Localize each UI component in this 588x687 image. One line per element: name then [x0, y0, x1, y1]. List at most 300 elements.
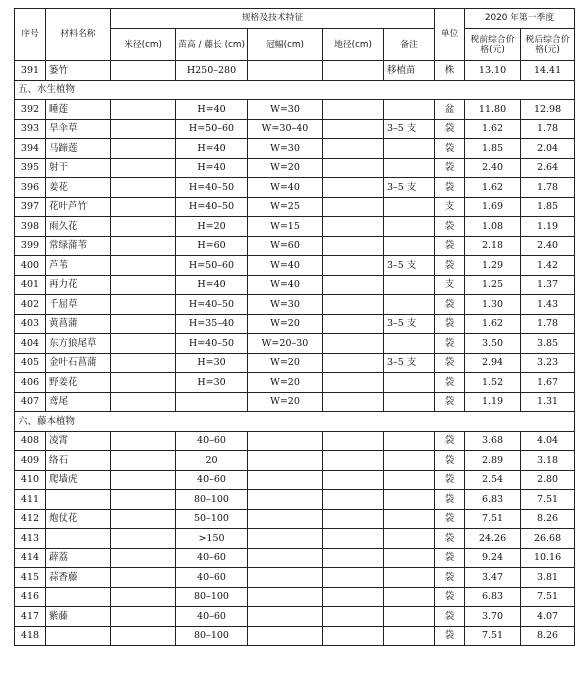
post-tax-price-cell: 1.31 — [521, 392, 575, 412]
seq-cell: 399 — [15, 236, 46, 256]
header-ground-diameter: 地径(cm) — [323, 29, 384, 61]
pre-tax-price-cell: 6.83 — [465, 490, 521, 510]
post-tax-price-cell: 8.26 — [521, 509, 575, 529]
height-cell — [176, 392, 248, 412]
table-row — [15, 353, 575, 373]
ground-diameter-cell — [323, 314, 384, 334]
table-row — [15, 61, 575, 81]
note-cell: 3–5 支 — [384, 119, 435, 139]
material-name-cell: 常绿蒲苇 — [46, 236, 111, 256]
height-cell: H=40–50 — [176, 295, 248, 315]
ground-diameter-cell — [323, 256, 384, 276]
seq-cell: 412 — [15, 509, 46, 529]
height-cell: 40–60 — [176, 470, 248, 490]
note-cell — [384, 139, 435, 159]
note-cell — [384, 431, 435, 451]
height-cell: H250–280 — [176, 61, 248, 81]
ground-diameter-cell — [323, 529, 384, 549]
crown-width-cell: W=20 — [248, 392, 323, 412]
post-tax-price-cell: 2.04 — [521, 139, 575, 159]
table-row — [15, 392, 575, 412]
material-name-cell: 再力花 — [46, 275, 111, 295]
note-cell — [384, 197, 435, 217]
seq-cell: 392 — [15, 100, 46, 120]
seq-cell: 406 — [15, 373, 46, 393]
note-cell — [384, 158, 435, 178]
ground-diameter-cell — [323, 509, 384, 529]
height-cell: H=50–60 — [176, 119, 248, 139]
material-name-cell: 芦苇 — [46, 256, 111, 276]
pre-tax-price-cell: 7.51 — [465, 509, 521, 529]
crown-width-cell — [248, 61, 323, 81]
seq-cell: 409 — [15, 451, 46, 471]
post-tax-price-cell: 12.98 — [521, 100, 575, 120]
material-name-cell: 野姜花 — [46, 373, 111, 393]
ground-diameter-cell — [323, 119, 384, 139]
table-row — [15, 451, 575, 471]
height-cell: H=50–60 — [176, 256, 248, 276]
ground-diameter-cell — [323, 470, 384, 490]
mi-diameter-cell — [111, 275, 176, 295]
height-cell: 50–100 — [176, 509, 248, 529]
mi-diameter-cell — [111, 158, 176, 178]
height-cell: H=40–50 — [176, 334, 248, 354]
seq-cell: 396 — [15, 178, 46, 198]
seq-cell: 404 — [15, 334, 46, 354]
note-cell — [384, 607, 435, 627]
unit-cell: 袋 — [435, 314, 465, 334]
header-mi-diameter: 米径(cm) — [111, 29, 176, 61]
unit-cell: 袋 — [435, 470, 465, 490]
post-tax-price-cell: 3.18 — [521, 451, 575, 471]
ground-diameter-cell — [323, 353, 384, 373]
material-name-cell: 雨久花 — [46, 217, 111, 237]
mi-diameter-cell — [111, 509, 176, 529]
mi-diameter-cell — [111, 236, 176, 256]
pre-tax-price-cell: 9.24 — [465, 548, 521, 568]
table-row — [15, 236, 575, 256]
height-cell: H=30 — [176, 353, 248, 373]
ground-diameter-cell — [323, 607, 384, 627]
crown-width-cell: W=40 — [248, 275, 323, 295]
height-cell: >150 — [176, 529, 248, 549]
seq-cell: 418 — [15, 626, 46, 646]
note-cell — [384, 548, 435, 568]
height-cell: 40–60 — [176, 548, 248, 568]
mi-diameter-cell — [111, 217, 176, 237]
ground-diameter-cell — [323, 626, 384, 646]
crown-width-cell: W=20 — [248, 373, 323, 393]
mi-diameter-cell — [111, 334, 176, 354]
table-row — [15, 373, 575, 393]
height-cell: H=35–40 — [176, 314, 248, 334]
material-price-table — [14, 8, 575, 646]
material-name-cell: 薜荔 — [46, 548, 111, 568]
pre-tax-price-cell: 1.52 — [465, 373, 521, 393]
ground-diameter-cell — [323, 178, 384, 198]
note-cell — [384, 529, 435, 549]
unit-cell: 支 — [435, 197, 465, 217]
ground-diameter-cell — [323, 334, 384, 354]
note-cell — [384, 470, 435, 490]
ground-diameter-cell — [323, 139, 384, 159]
seq-cell: 413 — [15, 529, 46, 549]
material-name-cell: 姜花 — [46, 178, 111, 198]
post-tax-price-cell: 7.51 — [521, 587, 575, 607]
ground-diameter-cell — [323, 158, 384, 178]
unit-cell: 袋 — [435, 334, 465, 354]
height-cell: H=20 — [176, 217, 248, 237]
mi-diameter-cell — [111, 197, 176, 217]
pre-tax-price-cell: 11.80 — [465, 100, 521, 120]
note-cell — [384, 236, 435, 256]
crown-width-cell — [248, 470, 323, 490]
mi-diameter-cell — [111, 139, 176, 159]
ground-diameter-cell — [323, 217, 384, 237]
unit-cell: 袋 — [435, 217, 465, 237]
pre-tax-price-cell: 2.54 — [465, 470, 521, 490]
material-name-cell — [46, 490, 111, 510]
material-name-cell: 旱伞草 — [46, 119, 111, 139]
crown-width-cell: W=40 — [248, 256, 323, 276]
note-cell: 移植苗 — [384, 61, 435, 81]
table-row — [15, 178, 575, 198]
mi-diameter-cell — [111, 607, 176, 627]
mi-diameter-cell — [111, 529, 176, 549]
table-row — [15, 314, 575, 334]
mi-diameter-cell — [111, 295, 176, 315]
height-cell: 40–60 — [176, 568, 248, 588]
material-name-cell: 凌霄 — [46, 431, 111, 451]
crown-width-cell: W=30 — [248, 139, 323, 159]
post-tax-price-cell: 1.85 — [521, 197, 575, 217]
crown-width-cell — [248, 509, 323, 529]
table-row — [15, 100, 575, 120]
height-cell: H=40 — [176, 158, 248, 178]
ground-diameter-cell — [323, 392, 384, 412]
ground-diameter-cell — [323, 197, 384, 217]
pre-tax-price-cell: 1.25 — [465, 275, 521, 295]
post-tax-price-cell: 1.67 — [521, 373, 575, 393]
unit-cell: 袋 — [435, 548, 465, 568]
ground-diameter-cell — [323, 295, 384, 315]
note-cell — [384, 295, 435, 315]
unit-cell: 袋 — [435, 451, 465, 471]
mi-diameter-cell — [111, 490, 176, 510]
seq-cell: 411 — [15, 490, 46, 510]
pre-tax-price-cell: 1.08 — [465, 217, 521, 237]
seq-cell: 414 — [15, 548, 46, 568]
header-crown-width: 冠幅(cm) — [248, 29, 323, 61]
unit-cell: 袋 — [435, 119, 465, 139]
crown-width-cell — [248, 431, 323, 451]
table-row — [15, 548, 575, 568]
section-heading: 五、水生植物 — [15, 80, 575, 100]
note-cell — [384, 100, 435, 120]
mi-diameter-cell — [111, 626, 176, 646]
unit-cell: 袋 — [435, 139, 465, 159]
height-cell: 40–60 — [176, 431, 248, 451]
ground-diameter-cell — [323, 373, 384, 393]
ground-diameter-cell — [323, 275, 384, 295]
seq-cell: 408 — [15, 431, 46, 451]
mi-diameter-cell — [111, 100, 176, 120]
material-name-cell: 黄菖蒲 — [46, 314, 111, 334]
table-row — [15, 490, 575, 510]
table-row — [15, 295, 575, 315]
seq-cell: 394 — [15, 139, 46, 159]
post-tax-price-cell: 1.19 — [521, 217, 575, 237]
section-row — [15, 80, 575, 100]
height-cell: H=40–50 — [176, 178, 248, 198]
crown-width-cell — [248, 529, 323, 549]
header-row-1 — [15, 9, 575, 29]
mi-diameter-cell — [111, 431, 176, 451]
unit-cell: 袋 — [435, 509, 465, 529]
crown-width-cell — [248, 548, 323, 568]
seq-cell: 401 — [15, 275, 46, 295]
header-pre-tax-price: 税前综合价格(元) — [465, 29, 521, 61]
material-name-cell: 篓竹 — [46, 61, 111, 81]
unit-cell: 袋 — [435, 568, 465, 588]
post-tax-price-cell: 4.07 — [521, 607, 575, 627]
ground-diameter-cell — [323, 431, 384, 451]
post-tax-price-cell: 2.64 — [521, 158, 575, 178]
table-row — [15, 256, 575, 276]
post-tax-price-cell: 2.80 — [521, 470, 575, 490]
header-period: 2020 年第一季度 — [465, 9, 575, 29]
table-row — [15, 587, 575, 607]
note-cell — [384, 275, 435, 295]
unit-cell: 袋 — [435, 353, 465, 373]
seq-cell: 402 — [15, 295, 46, 315]
material-name-cell: 络石 — [46, 451, 111, 471]
crown-width-cell: W=30 — [248, 100, 323, 120]
crown-width-cell: W=20 — [248, 353, 323, 373]
header-spec-group: 规格及技术特征 — [111, 9, 435, 29]
crown-width-cell — [248, 587, 323, 607]
pre-tax-price-cell: 2.40 — [465, 158, 521, 178]
ground-diameter-cell — [323, 568, 384, 588]
material-name-cell: 紫藤 — [46, 607, 111, 627]
seq-cell: 397 — [15, 197, 46, 217]
pre-tax-price-cell: 3.70 — [465, 607, 521, 627]
note-cell — [384, 568, 435, 588]
crown-width-cell: W=40 — [248, 178, 323, 198]
crown-width-cell: W=60 — [248, 236, 323, 256]
pre-tax-price-cell: 1.62 — [465, 178, 521, 198]
note-cell — [384, 587, 435, 607]
mi-diameter-cell — [111, 373, 176, 393]
note-cell — [384, 509, 435, 529]
post-tax-price-cell: 1.78 — [521, 314, 575, 334]
header-material-name: 材料名称 — [46, 9, 111, 61]
mi-diameter-cell — [111, 548, 176, 568]
material-name-cell: 马蹄莲 — [46, 139, 111, 159]
price-table-frame — [14, 8, 574, 646]
crown-width-cell — [248, 568, 323, 588]
post-tax-price-cell: 8.26 — [521, 626, 575, 646]
note-cell — [384, 334, 435, 354]
height-cell: 20 — [176, 451, 248, 471]
note-cell — [384, 373, 435, 393]
material-name-cell: 爬墙虎 — [46, 470, 111, 490]
pre-tax-price-cell: 2.89 — [465, 451, 521, 471]
pre-tax-price-cell: 6.83 — [465, 587, 521, 607]
height-cell: H=40 — [176, 139, 248, 159]
ground-diameter-cell — [323, 548, 384, 568]
unit-cell: 袋 — [435, 392, 465, 412]
mi-diameter-cell — [111, 470, 176, 490]
material-name-cell: 千屈草 — [46, 295, 111, 315]
ground-diameter-cell — [323, 236, 384, 256]
unit-cell: 袋 — [435, 587, 465, 607]
note-cell: 3–5 支 — [384, 353, 435, 373]
pre-tax-price-cell: 13.10 — [465, 61, 521, 81]
post-tax-price-cell: 2.40 — [521, 236, 575, 256]
note-cell: 3–5 支 — [384, 256, 435, 276]
height-cell: 80–100 — [176, 626, 248, 646]
seq-cell: 395 — [15, 158, 46, 178]
post-tax-price-cell: 14.41 — [521, 61, 575, 81]
crown-width-cell: W=25 — [248, 197, 323, 217]
material-name-cell: 东方狼尾草 — [46, 334, 111, 354]
unit-cell: 袋 — [435, 373, 465, 393]
post-tax-price-cell: 1.37 — [521, 275, 575, 295]
unit-cell: 盆 — [435, 100, 465, 120]
mi-diameter-cell — [111, 256, 176, 276]
pre-tax-price-cell: 2.94 — [465, 353, 521, 373]
material-name-cell: 金叶石菖蒲 — [46, 353, 111, 373]
seq-cell: 405 — [15, 353, 46, 373]
pre-tax-price-cell: 1.62 — [465, 314, 521, 334]
pre-tax-price-cell: 7.51 — [465, 626, 521, 646]
table-row — [15, 119, 575, 139]
height-cell: H=40 — [176, 275, 248, 295]
table-row — [15, 334, 575, 354]
table-row — [15, 568, 575, 588]
crown-width-cell — [248, 626, 323, 646]
seq-cell: 391 — [15, 61, 46, 81]
crown-width-cell: W=30 — [248, 295, 323, 315]
table-row — [15, 509, 575, 529]
pre-tax-price-cell: 3.47 — [465, 568, 521, 588]
section-row — [15, 412, 575, 432]
mi-diameter-cell — [111, 353, 176, 373]
mi-diameter-cell — [111, 178, 176, 198]
unit-cell: 袋 — [435, 607, 465, 627]
crown-width-cell: W=20–30 — [248, 334, 323, 354]
crown-width-cell: W=20 — [248, 314, 323, 334]
pre-tax-price-cell: 1.19 — [465, 392, 521, 412]
pre-tax-price-cell: 1.62 — [465, 119, 521, 139]
table-row — [15, 275, 575, 295]
note-cell — [384, 217, 435, 237]
height-cell: 80–100 — [176, 587, 248, 607]
unit-cell: 袋 — [435, 236, 465, 256]
mi-diameter-cell — [111, 119, 176, 139]
seq-cell: 407 — [15, 392, 46, 412]
header-post-tax-price: 税后综合价格(元) — [521, 29, 575, 61]
height-cell: 80–100 — [176, 490, 248, 510]
post-tax-price-cell: 10.16 — [521, 548, 575, 568]
header-seq: 序号 — [15, 9, 46, 61]
pre-tax-price-cell: 1.29 — [465, 256, 521, 276]
crown-width-cell — [248, 607, 323, 627]
material-name-cell: 炮仗花 — [46, 509, 111, 529]
mi-diameter-cell — [111, 61, 176, 81]
seq-cell: 403 — [15, 314, 46, 334]
note-cell: 3–5 支 — [384, 178, 435, 198]
pre-tax-price-cell: 1.69 — [465, 197, 521, 217]
seq-cell: 410 — [15, 470, 46, 490]
height-cell: H=30 — [176, 373, 248, 393]
unit-cell: 株 — [435, 61, 465, 81]
note-cell — [384, 490, 435, 510]
table-row — [15, 217, 575, 237]
height-cell: H=40 — [176, 100, 248, 120]
mi-diameter-cell — [111, 314, 176, 334]
table-row — [15, 158, 575, 178]
post-tax-price-cell: 1.43 — [521, 295, 575, 315]
unit-cell: 袋 — [435, 490, 465, 510]
header-note: 备注 — [384, 29, 435, 61]
post-tax-price-cell: 1.78 — [521, 178, 575, 198]
seq-cell: 417 — [15, 607, 46, 627]
post-tax-price-cell: 4.04 — [521, 431, 575, 451]
post-tax-price-cell: 7.51 — [521, 490, 575, 510]
table-row — [15, 626, 575, 646]
seq-cell: 393 — [15, 119, 46, 139]
note-cell — [384, 626, 435, 646]
mi-diameter-cell — [111, 568, 176, 588]
post-tax-price-cell: 26.68 — [521, 529, 575, 549]
mi-diameter-cell — [111, 587, 176, 607]
header-height-length: 苗高 / 藤长 (cm) — [176, 29, 248, 61]
material-name-cell — [46, 529, 111, 549]
ground-diameter-cell — [323, 451, 384, 471]
note-cell — [384, 392, 435, 412]
crown-width-cell — [248, 451, 323, 471]
section-heading: 六、藤本植物 — [15, 412, 575, 432]
material-name-cell: 射干 — [46, 158, 111, 178]
seq-cell: 400 — [15, 256, 46, 276]
table-row — [15, 529, 575, 549]
pre-tax-price-cell: 3.68 — [465, 431, 521, 451]
unit-cell: 袋 — [435, 295, 465, 315]
pre-tax-price-cell: 3.50 — [465, 334, 521, 354]
note-cell: 3–5 支 — [384, 314, 435, 334]
post-tax-price-cell: 3.23 — [521, 353, 575, 373]
table-body — [15, 61, 575, 646]
table-row — [15, 470, 575, 490]
mi-diameter-cell — [111, 392, 176, 412]
seq-cell: 398 — [15, 217, 46, 237]
mi-diameter-cell — [111, 451, 176, 471]
material-name-cell — [46, 626, 111, 646]
unit-cell: 袋 — [435, 529, 465, 549]
unit-cell: 袋 — [435, 178, 465, 198]
table-row — [15, 197, 575, 217]
ground-diameter-cell — [323, 61, 384, 81]
crown-width-cell: W=30–40 — [248, 119, 323, 139]
material-name-cell: 蒜香藤 — [46, 568, 111, 588]
unit-cell: 袋 — [435, 431, 465, 451]
post-tax-price-cell: 3.81 — [521, 568, 575, 588]
post-tax-price-cell: 1.42 — [521, 256, 575, 276]
pre-tax-price-cell: 1.30 — [465, 295, 521, 315]
seq-cell: 415 — [15, 568, 46, 588]
